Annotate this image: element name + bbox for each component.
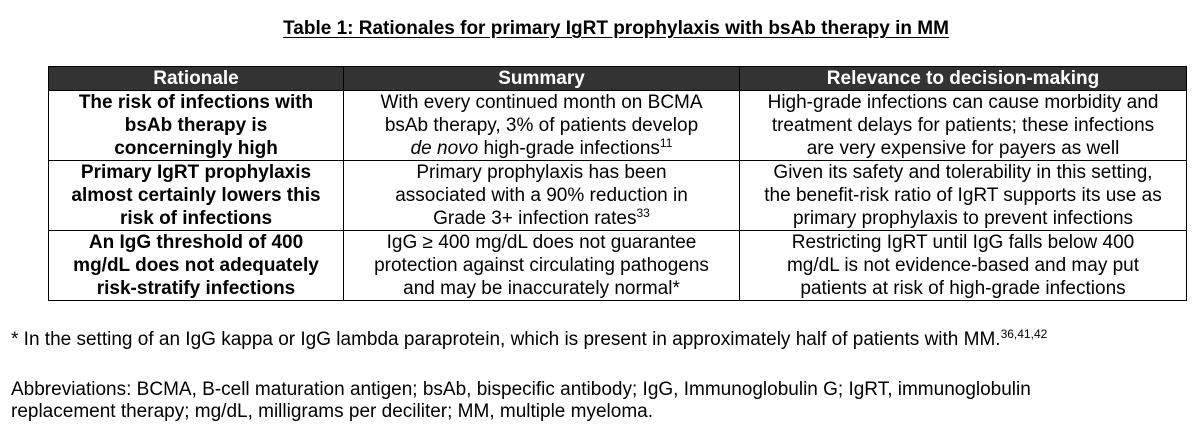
cell-line: treatment delays for patients; these infections <box>771 115 1155 136</box>
reference-superscript: 33 <box>636 206 650 220</box>
cell-line: IgG ≥ 400 mg/dL does not guarantee <box>386 232 697 253</box>
cell-line <box>348 207 735 230</box>
rationale-cell <box>49 91 344 161</box>
reference-superscript: 36,41,42 <box>1000 327 1048 341</box>
cell-line: the benefit-risk ratio of IgRT supports its use as <box>764 185 1162 206</box>
header-summary: Summary <box>344 67 740 91</box>
abbreviations-line: replacement therapy; mg/dL, milligrams per deciliter; MM, multiple myeloma. <box>11 401 653 422</box>
cell-line: An IgG threshold of 400 <box>88 232 304 253</box>
cell-line: Primary prophylaxis has been <box>416 162 667 183</box>
cell-line: Given its safety and tolerability in this setting, <box>773 162 1153 183</box>
table-row <box>49 91 1187 161</box>
table-row <box>49 161 1187 231</box>
relevance-cell <box>740 91 1187 161</box>
cell-text: Grade 3+ infection rates <box>433 208 637 229</box>
relevance-cell <box>740 161 1187 231</box>
header-rationale: Rationale <box>49 67 344 91</box>
cell-line: risk of infections <box>119 208 273 229</box>
summary-cell <box>344 91 740 161</box>
cell-line: With every continued month on BCMA <box>380 92 703 113</box>
summary-cell <box>344 231 740 301</box>
relevance-cell <box>740 231 1187 301</box>
reference-superscript: 11 <box>659 136 673 150</box>
rationale-cell <box>49 161 344 231</box>
cell-line: mg/dL is not evidence-based and may put <box>786 255 1140 276</box>
abbreviations-line: Abbreviations: BCMA, B-cell maturation antigen; bsAb, bispecific antibody; IgG, Immunoglobulin G; IgRT, immunoglobulin <box>11 379 1031 400</box>
cell-line: Primary IgRT prophylaxis <box>80 162 312 183</box>
cell-text: high-grade infections <box>478 138 660 159</box>
cell-line: bsAb therapy is <box>124 115 268 136</box>
cell-line: and may be inaccurately normal* <box>403 278 680 299</box>
cell-line: bsAb therapy, 3% of patients develop <box>384 115 699 136</box>
footnote-text: * In the setting of an IgG kappa or IgG lambda paraprotein, which is present in approximately half of patients with MM. <box>11 329 1001 350</box>
cell-line: The risk of infections with <box>78 92 314 113</box>
table-title: Table 1: Rationales for primary IgRT prophylaxis with bsAb therapy in MM <box>283 18 949 39</box>
table-row <box>49 231 1187 301</box>
italic-term: de novo <box>410 138 479 159</box>
cell-line: Restricting IgRT until IgG falls below 400 <box>791 232 1135 253</box>
table-header-row <box>49 67 1187 91</box>
cell-line: are very expensive for payers as well <box>806 138 1120 159</box>
cell-line: patients at risk of high-grade infections <box>800 278 1126 299</box>
cell-line: primary prophylaxis to prevent infections <box>792 208 1134 229</box>
cell-line: concerningly high <box>114 138 278 159</box>
cell-line: High-grade infections can cause morbidity and <box>767 92 1159 113</box>
rationale-cell <box>49 231 344 301</box>
header-relevance: Relevance to decision-making <box>740 67 1187 91</box>
cell-line: protection against circulating pathogens <box>374 255 709 276</box>
summary-cell <box>344 161 740 231</box>
cell-line: risk-stratify infections <box>96 278 296 299</box>
cell-line: mg/dL does not adequately <box>73 255 319 276</box>
abbreviations <box>11 379 1031 423</box>
footnote <box>11 329 1047 351</box>
cell-line: almost certainly lowers this <box>71 185 321 206</box>
cell-line <box>348 137 735 160</box>
cell-line: associated with a 90% reduction in <box>395 185 688 206</box>
rationales-table <box>48 66 1187 301</box>
